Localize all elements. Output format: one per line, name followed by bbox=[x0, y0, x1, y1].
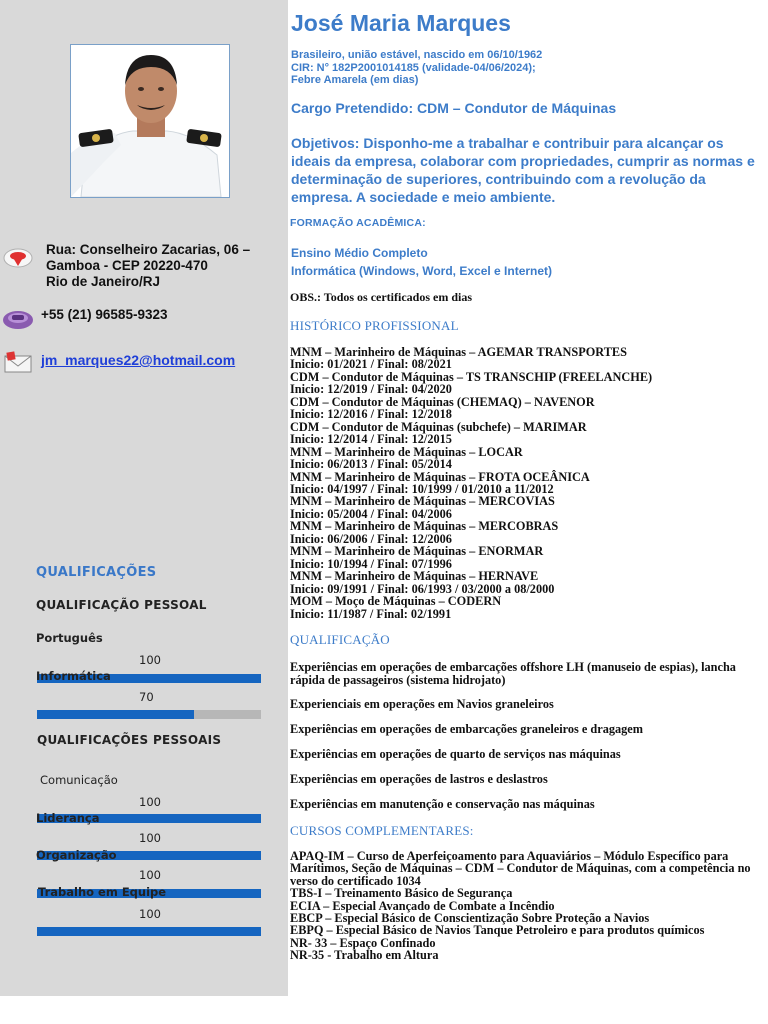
address-line: Rio de Janeiro/RJ bbox=[46, 274, 161, 289]
qualification-item: Experienciais em operações em Navios graneleiros bbox=[290, 697, 554, 711]
phone-icon bbox=[2, 306, 34, 332]
courses-title: CURSOS COMPLEMENTARES: bbox=[290, 823, 474, 838]
skill-value: 70 bbox=[139, 690, 154, 704]
info-line: CIR: N° 182P2001014185 (validade-04/06/2024); bbox=[291, 61, 536, 74]
history-line: CDM – Condutor de Máquinas (CHEMAQ) – NAVENOR bbox=[290, 394, 595, 409]
info-line: Brasileiro, união estável, nascido em 06/10/1962 bbox=[291, 49, 543, 61]
course-line: ECIA – Especial Avançado de Combate a Incêndio bbox=[290, 898, 555, 913]
history-line: Inicio: 04/1997 / Final: 10/1999 / 01/2010 a 11/2012 bbox=[290, 481, 554, 496]
history-line: MNM – Marinheiro de Máquinas – ENORMAR bbox=[290, 544, 544, 559]
courses-list bbox=[290, 850, 766, 962]
history-line: MOM – Moço de Máquinas – CODERN bbox=[290, 594, 502, 609]
history-line: MNM – Marinheiro de Máquinas – MERCOVIAS bbox=[290, 494, 555, 509]
skill-value: 100 bbox=[139, 907, 161, 921]
course-line: NR- 33 – Espaço Confinado bbox=[290, 935, 436, 950]
skill-value: 100 bbox=[139, 653, 161, 667]
personal-info bbox=[291, 49, 542, 87]
history-line: Inicio: 11/1987 / Final: 02/1991 bbox=[290, 606, 452, 621]
address-line: Rua: Conselheiro Zacarias, 06 – bbox=[46, 242, 251, 257]
candidate-name: José Maria Marques bbox=[291, 10, 511, 36]
history-line: Inicio: 09/1991 / Final: 06/1993 / 03/2000 a 08/2000 bbox=[290, 581, 555, 596]
skill-bar-fill bbox=[37, 710, 194, 719]
sidebar bbox=[0, 0, 288, 996]
history-line: Inicio: 12/2014 / Final: 12/2015 bbox=[290, 432, 452, 447]
qualification-item: Experiências em operações de quarto de serviços nas máquinas bbox=[290, 747, 621, 761]
history-line: Inicio: 10/1994 / Final: 07/1996 bbox=[290, 556, 452, 571]
history-title: HISTÓRICO PROFISSIONAL bbox=[290, 318, 459, 333]
skill-name: Português bbox=[36, 631, 103, 645]
skill-value: 100 bbox=[139, 795, 161, 809]
course-line: EBCP – Especial Básico de Conscientização Sobre Proteção a Navios bbox=[290, 911, 650, 926]
history-line: CDM – Condutor de Máquinas (subchefe) – MARIMAR bbox=[290, 419, 587, 434]
objectives: Objetivos: Disponho-me a trabalhar e contribuir para alcançar os ideais da empresa, colaborar com propriedades, cumprir as normas e determinação de superiores, contribuindo com a revolução da empresa. A sociedade e meio ambiente. bbox=[291, 135, 755, 205]
course-line: APAQ-IM – Curso de Aperfeiçoamento para Aquaviários – Módulo Específico para Marítimos, Seção de Máquinas – CDM – Condutor de Máquinas, com a competência no verso do certificado 1034 bbox=[290, 849, 751, 888]
skill-value: 100 bbox=[139, 831, 161, 845]
history-line: MNM – Marinheiro de Máquinas – HERNAVE bbox=[290, 569, 539, 584]
history-line: MNM – Marinheiro de Máquinas – LOCAR bbox=[290, 444, 523, 459]
qualification-item: Experiências em operações de embarcações offshore LH (manuseio de espias), lancha rápida de passageiros (sistema hidrojato) bbox=[290, 660, 736, 687]
history-line: Inicio: 06/2013 / Final: 05/2014 bbox=[290, 457, 452, 472]
skill-bar bbox=[37, 710, 261, 719]
personal-qualifications-title: QUALIFICAÇÕES PESSOAIS bbox=[37, 733, 222, 747]
course-line: EBPQ – Especial Básico de Navios Tanque Petroleiro e para produtos químicos bbox=[290, 923, 705, 938]
history-line: Inicio: 06/2006 / Final: 12/2006 bbox=[290, 531, 452, 546]
history-line: Inicio: 05/2004 / Final: 04/2006 bbox=[290, 506, 452, 521]
skill-name: Liderança bbox=[36, 811, 100, 825]
education-title: FORMAÇÃO ACADÊMICA: bbox=[290, 217, 426, 229]
skill-bar bbox=[37, 927, 261, 936]
address bbox=[46, 242, 250, 290]
course-line: TBS-I – Treinamento Básico de Segurança bbox=[290, 886, 513, 901]
info-line: Febre Amarela (em dias) bbox=[291, 74, 419, 86]
qualification-item: Experiências em operações de lastros e deslastros bbox=[290, 772, 548, 786]
phone-number: +55 (21) 96585-9323 bbox=[41, 307, 168, 322]
email-link[interactable]: jm_marques22@hotmail.com bbox=[41, 352, 236, 368]
skill-name: Organização bbox=[36, 848, 117, 862]
qualification-item: Experiências em manutenção e conservação nas máquinas bbox=[290, 797, 595, 811]
history-list bbox=[290, 346, 652, 620]
portrait-image bbox=[71, 45, 229, 197]
skill-name: Trabalho em Equipe bbox=[38, 885, 167, 899]
history-line: Inicio: 01/2021 / Final: 08/2021 bbox=[290, 357, 452, 372]
skill-name: Comunicação bbox=[40, 773, 118, 787]
personal-qualification-title: QUALIFICAÇÃO PESSOAL bbox=[36, 598, 207, 612]
history-line: Inicio: 12/2019 / Final: 04/2020 bbox=[290, 382, 452, 397]
education-item: Informática (Windows, Word, Excel e Internet) bbox=[291, 264, 553, 278]
course-line: NR-35 - Trabalho em Altura bbox=[290, 948, 439, 963]
observation: OBS.: Todos os certificados em dias bbox=[290, 290, 473, 304]
skill-value: 100 bbox=[139, 868, 161, 882]
address-line: Gamboa - CEP 20220-470 bbox=[46, 258, 208, 273]
history-line: MNM – Marinheiro de Máquinas – MERCOBRAS bbox=[290, 519, 559, 534]
desired-position: Cargo Pretendido: CDM – Condutor de Máquinas bbox=[291, 100, 617, 116]
location-icon bbox=[2, 244, 34, 270]
history-line: MNM – Marinheiro de Máquinas – FROTA OCEÂNICA bbox=[290, 469, 590, 484]
education-item: Ensino Médio Completo bbox=[291, 246, 428, 260]
history-line: Inicio: 12/2016 / Final: 12/2018 bbox=[290, 407, 452, 422]
qualifications-title: QUALIFICAÇÕES bbox=[36, 565, 157, 580]
qualification-item: Experiências em operações de embarcações graneleiros e dragagem bbox=[290, 722, 643, 736]
qualification-title: QUALIFICAÇÃO bbox=[290, 632, 390, 647]
profile-photo bbox=[70, 44, 230, 198]
email-icon bbox=[2, 350, 34, 376]
skill-name: Informática bbox=[36, 669, 111, 683]
history-line: CDM – Condutor de Máquinas – TS TRANSCHIP (FREELANCHE) bbox=[290, 369, 653, 384]
history-line: MNM – Marinheiro de Máquinas – AGEMAR TRANSPORTES bbox=[290, 345, 627, 359]
skill-bar-fill bbox=[37, 927, 261, 936]
